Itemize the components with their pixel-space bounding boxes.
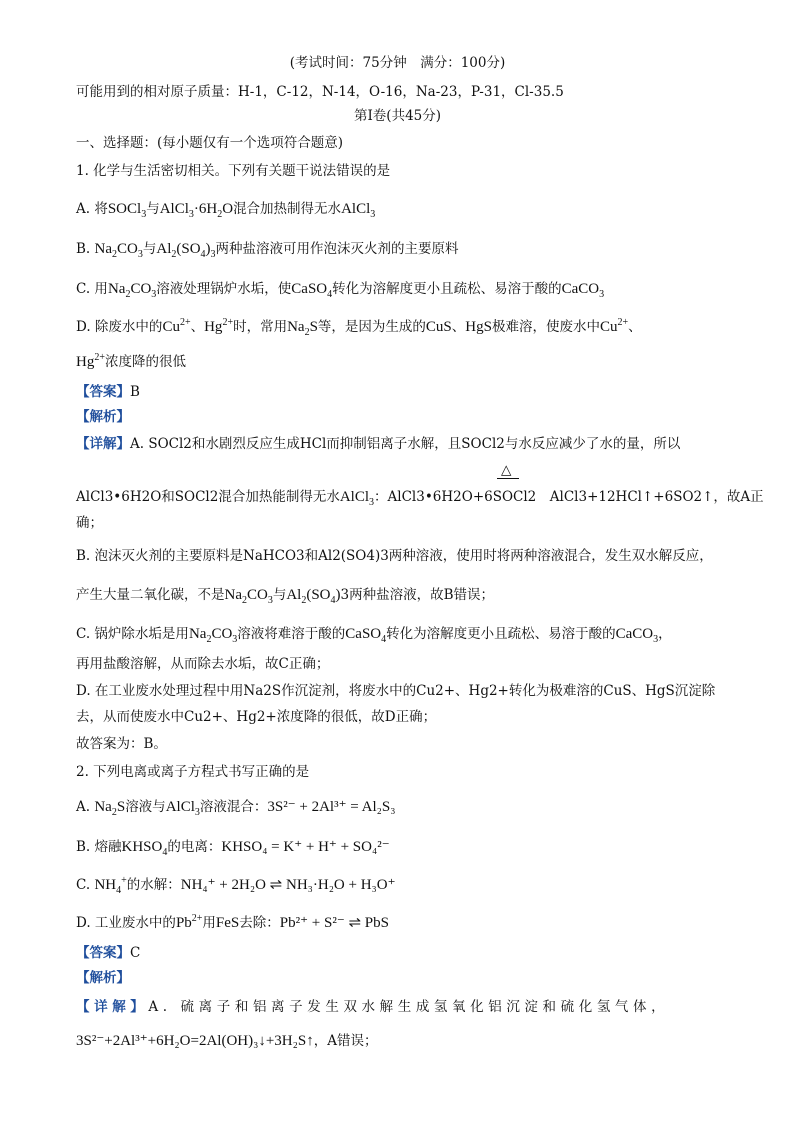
q2-option-a: A. $Na_2S$溶液与AlCl$_3$溶液混合：3S²⁻ + 2Al³⁺ = Al₂S₃	[76, 799, 396, 818]
q1-detail-c2: 再用盐酸溶解，从而除去水垢，故C正确；	[76, 656, 330, 672]
q1-conclusion: 故答案为：B。	[76, 736, 167, 752]
q2-analysis-label: 【解析】	[76, 970, 130, 986]
heat-delta-bar	[497, 478, 519, 479]
q2-option-c: C. $NH_4^+$的水解：NH₄⁺ + 2H₂O ⇌ NH₃·H₂O + H₃O⁺	[76, 875, 396, 896]
q1-detail-d2: 去，从而使废水中Cu2+、Hg2+浓度降的很低，故D正确；	[76, 709, 437, 725]
heat-delta-symbol: △	[501, 462, 512, 478]
q1-stem: 1. 化学与生活密切相关。下列有关题干说法错误的是	[76, 163, 391, 179]
q1-detail-a3: 确；	[76, 515, 103, 531]
q1-option-b: B. $Na_2CO_3$与$Al_2(SO_4)_3$两种盐溶液可用作泡沫灭火剂的主要原料	[76, 241, 459, 260]
q1-option-d-cont: $Hg^{2+}$浓度降的很低	[76, 352, 186, 370]
q1-detail-a2: AlCl3•6H2O和SOCl2混合加热能制得无水AlCl$_3$：AlCl3•6H2O+6SOCl2 AlCl3+12HCl↑+6SO2↑，故A正	[76, 489, 764, 508]
section-title: 一、选择题：(每小题仅有一个选项符合题意)	[76, 135, 344, 151]
q1-detail-b2: 产生大量二氧化碳，不是$Na_2CO_3$与$Al_2(SO_4)3$两种盐溶液，故B错误；	[76, 587, 495, 606]
q1-detail-c1: C. 锅炉除水垢是用$Na_2CO_3$溶液将难溶于酸的CaSO$_4$转化为溶解度更小且疏松、易溶于酸的CaCO$_3$，	[76, 626, 672, 645]
q2-stem: 2. 下列电离或离子方程式书写正确的是	[76, 764, 310, 780]
part-title: 第Ⅰ卷(共45分)	[353, 108, 442, 124]
q1-detail-d1: D. 在工业废水处理过程中用Na2S作沉淀剂，将废水中的Cu2+、Hg2+转化为极难溶的CuS、HgS沉淀除	[76, 683, 716, 699]
q2-detail-a1: 【详解】A. 硫离子和铝离子发生双水解生成氢氧化铝沉淀和硫化氢气体，	[76, 999, 670, 1015]
q1-option-a: A. 将SOCl$_3$与$AlCl_3\cdot 6H_2O$混合加热制得无水AlCl$_3$	[76, 201, 376, 220]
q2-option-d: D. 工业废水中的$Pb^{2+}$用FeS去除：Pb²⁺ + S²⁻ ⇌ PbS	[76, 913, 389, 931]
q2-answer: 【答案】C	[76, 945, 141, 961]
q1-answer: 【答案】B	[76, 384, 140, 400]
q1-option-c: C. 用$Na_2CO_3$溶液处理锅炉水垢，使CaSO$_4$转化为溶解度更小且疏松、易溶于酸的CaCO$_3$	[76, 281, 605, 300]
q2-detail-a2: 3S²⁻+2Al³⁺+6H₂O=2Al(OH)₃↓+3H₂S↑，A错误；	[76, 1033, 378, 1049]
q1-detail-b1: B. 泡沫灭火剂的主要原料是NaHCO3和Al2(SO4)3两种溶液，使用时将两种溶液混合，发生双水解反应，	[76, 548, 713, 564]
atomic-mass-line: 可能用到的相对原子质量：H-1，C-12，N-14，O-16，Na-23，P-31，Cl-35.5	[76, 84, 564, 100]
q1-analysis-label: 【解析】	[76, 409, 130, 425]
q1-detail-a1: 【详解】A. SOCl2和水剧烈反应生成HCl而抑制铝离子水解，且SOCl2与水反应减少了水的量，所以	[76, 436, 681, 452]
q1-option-d: D. 除废水中的$Cu^{2+}$、$Hg^{2+}$时，常用$Na_2S$等，是因为生成的CuS、HgS极难溶，使废水中$Cu^{2+}$、	[76, 317, 642, 338]
q2-option-b: B. 熔融$KHSO_4$的电离：KHSO₄ = K⁺ + H⁺ + SO₄²⁻	[76, 839, 390, 858]
exam-time: (考试时间：75分钟 满分：100分)	[289, 55, 506, 71]
